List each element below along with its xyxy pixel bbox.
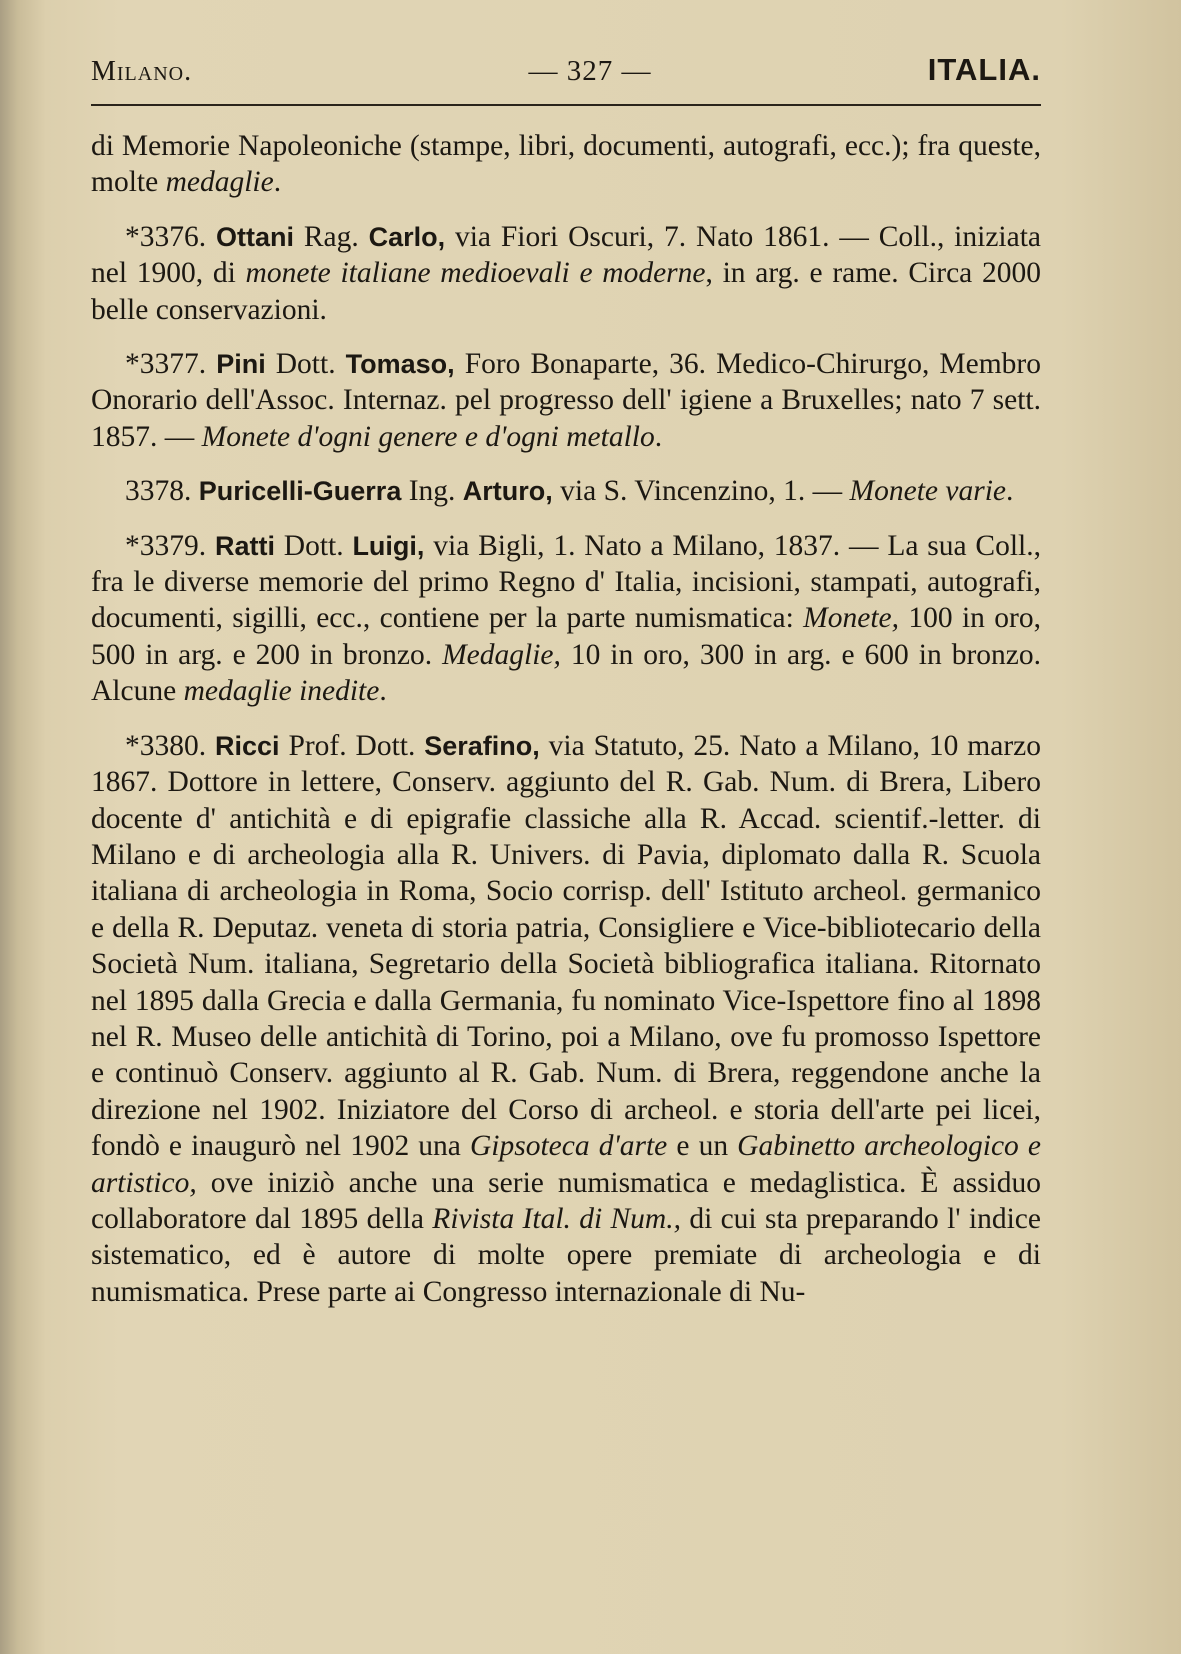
- entry-continuation: [91, 128, 1041, 201]
- entry-text: .: [1006, 475, 1014, 508]
- header-rule: [91, 104, 1041, 106]
- page-body: [91, 128, 1041, 1310]
- running-head: [91, 52, 1041, 98]
- entry-given-name: Tomaso,: [345, 349, 455, 380]
- entry-number: *3377.: [125, 348, 207, 381]
- entry-given-name: Carlo,: [368, 221, 446, 252]
- entry-text: 10 in oro, 300 in arg. e 600 in bronzo. Alcune: [91, 638, 1041, 708]
- entry-text: 100 in oro, 500 in arg. e 200 in bronzo.: [91, 602, 1041, 671]
- entry-italic: Monete varie: [849, 475, 1006, 508]
- entry-italic: Monete d'ogni genere e d'ogni metallo: [201, 420, 655, 453]
- entry-text: ove iniziò anche una serie numismatica e medaglistica. È assiduo collaboratore dal 1895 della: [91, 1166, 1041, 1235]
- entry-given-name: Arturo,: [462, 476, 553, 507]
- entry-surname: Puricelli-Guerra: [198, 476, 402, 507]
- entry-italic: Medaglie,: [442, 638, 561, 671]
- entry-italic: medaglie inedite: [183, 675, 380, 708]
- entry-title: Dott.: [265, 348, 346, 381]
- entry-given-name: Luigi,: [352, 530, 425, 561]
- entry-number: *3376.: [125, 220, 207, 253]
- entry-title: Ing.: [401, 475, 463, 508]
- entry-surname: Pini: [216, 349, 266, 380]
- entry-italic: Gabinetto archeologico e artistico,: [91, 1130, 1041, 1199]
- entry-surname: Ricci: [215, 730, 280, 761]
- entry-italic: Gipsoteca d'arte: [469, 1130, 668, 1163]
- entry-text: di Memorie Napoleoniche (stampe, libri, documenti, autografi, ecc.); fra queste, molte: [91, 130, 1041, 199]
- entry-text: .: [273, 166, 282, 199]
- entry-italic: monete italiane medioevali e moderne: [245, 257, 706, 290]
- entry-text: , in arg. e rame. Circa 2000 belle conservazioni.: [91, 257, 1041, 326]
- entry-surname: Ratti: [214, 530, 275, 561]
- entry-text: via Fiori Oscuri, 7. Nato 1861. — Coll., iniziata nel 1900, di: [91, 220, 1041, 290]
- entry-3377: [91, 346, 1041, 455]
- entry-title: Rag.: [293, 220, 369, 253]
- entry-title: Prof. Dott.: [279, 729, 425, 762]
- entry-title: Dott.: [274, 529, 353, 562]
- entry-italic: Rivista Ital. di Num.,: [432, 1202, 681, 1235]
- entry-italic: medaglie: [165, 166, 274, 199]
- entry-text: Foro Bonaparte, 36. Medico-Chirurgo, Membro Onorario dell'Assoc. Internaz. pel progresso dell' igiene a Bruxelles; nato 7 sett. 1857. —: [91, 348, 1042, 453]
- entry-given-name: Serafino,: [424, 730, 540, 761]
- entry-surname: Ottani: [215, 221, 294, 252]
- entry-3378: [91, 473, 1041, 509]
- entry-text: .: [379, 675, 387, 708]
- entry-3376: [91, 219, 1041, 328]
- entry-number: *3379.: [125, 529, 207, 562]
- page-number: — 327 —: [528, 55, 652, 87]
- entry-text: .: [654, 420, 663, 453]
- entry-3379: [91, 528, 1041, 710]
- running-head-city: Milano.: [91, 56, 193, 87]
- entry-text: di cui sta preparando l' indice sistematico, ed è autore di molte opere premiate di archeologia e di numismatica. Prese parte ai Congresso internazionale di Nu-: [91, 1202, 1041, 1308]
- entry-text: via Statuto, 25. Nato a Milano, 10 marzo 1867. Dottore in lettere, Conserv. aggiunto del R. Gab. Num. di Brera, Libero docente d' antichità e di epigrafie classiche alla R. Accad. scientif.-letter. di Milano e di archeologia alla R. Univers. di Pavia, diplomato dalla R. Scuola italiana di archeologia in Roma, Socio corrisp. dell' Istituto archeol. germanico e della R. Deputaz. veneta di storia patria, Consigliere e Vice-bibliotecario della Società Num. italiana, Segretario della Società bibliografica italiana. Ritornato nel 1895 dalla Grecia e dalla Germania, fu nominato Vice-Ispettore fino al 1898 nel R. Museo delle antichità di Torino, poi a Milano, ove fu promosso Ispettore e continuò Conserv. aggiunto al R. Gab. Num. di Brera, reggendone anche la direzione nel 1902. Iniziatore del Corso di archeol. e storia dell'arte pei licei, fondò e inaugurò nel 1902 una: [91, 729, 1041, 1163]
- entry-text: via S. Vincenzino, 1. —: [552, 475, 850, 508]
- entry-number: *3380.: [125, 729, 207, 762]
- entry-text: e un: [667, 1130, 738, 1163]
- entry-3380: [91, 728, 1041, 1311]
- entry-number: 3378.: [125, 475, 192, 508]
- running-head-country: ITALIA.: [927, 52, 1041, 87]
- entry-italic: Monete,: [803, 602, 900, 635]
- entry-text: via Bigli, 1. Nato a Milano, 1837. — La sua Coll., fra le diverse memorie del primo Regno d' Italia, incisioni, stampati, autografi, documenti, sigilli, ecc., contiene per la parte numismatica:: [91, 529, 1041, 635]
